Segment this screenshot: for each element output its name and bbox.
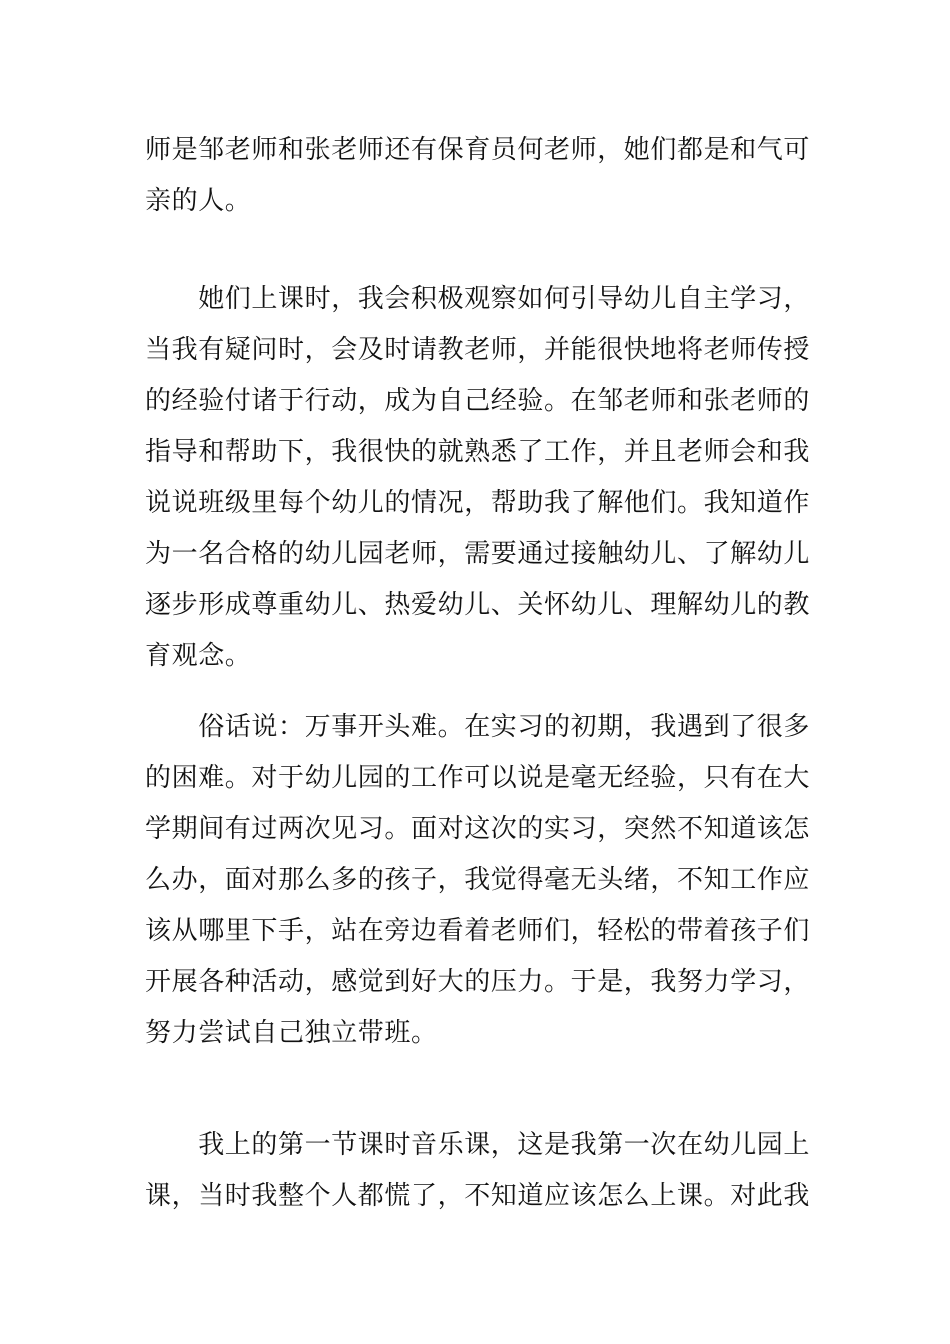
text-line: 的困难。对于幼儿园的工作可以说是毫无经验，只有在大 bbox=[145, 763, 811, 793]
text-line: 俗话说：万事开头难。在实习的初期，我遇到了很多 bbox=[145, 712, 811, 742]
text-line: 逐步形成尊重幼儿、热爱幼儿、关怀幼儿、理解幼儿的教 bbox=[145, 590, 811, 620]
paragraph-2 bbox=[145, 274, 810, 682]
paragraph-4 bbox=[145, 1120, 810, 1222]
paragraph-1 bbox=[145, 125, 810, 227]
text-line: 当我有疑问时，会及时请教老师，并能很快地将老师传授 bbox=[145, 335, 811, 365]
text-line: 努力尝试自己独立带班。 bbox=[145, 1018, 438, 1048]
text-line: 该从哪里下手，站在旁边看着老师们，轻松的带着孩子们 bbox=[145, 916, 811, 946]
text-line: 课，当时我整个人都慌了，不知道应该怎么上课。对此我 bbox=[145, 1181, 811, 1211]
text-line: 么办，面对那么多的孩子，我觉得毫无头绪，不知工作应 bbox=[145, 865, 811, 895]
text-line: 开展各种活动，感觉到好大的压力。于是，我努力学习， bbox=[145, 967, 811, 997]
text-line: 说说班级里每个幼儿的情况，帮助我了解他们。我知道作 bbox=[145, 488, 811, 518]
text-line: 育观念。 bbox=[145, 641, 252, 671]
text-line: 学期间有过两次见习。面对这次的实习，突然不知道该怎 bbox=[145, 814, 811, 844]
text-line: 的经验付诸于行动，成为自己经验。在邹老师和张老师的 bbox=[145, 386, 811, 416]
text-line: 亲的人。 bbox=[145, 186, 252, 216]
text-line: 我上的第一节课时音乐课，这是我第一次在幼儿园上 bbox=[145, 1130, 811, 1160]
text-line: 她们上课时，我会积极观察如何引导幼儿自主学习， bbox=[145, 284, 811, 314]
text-line: 师是邹老师和张老师还有保育员何老师，她们都是和气可 bbox=[145, 135, 811, 165]
text-line: 指导和帮助下，我很快的就熟悉了工作，并且老师会和我 bbox=[145, 437, 811, 467]
paragraph-3 bbox=[145, 702, 810, 1059]
text-line: 为一名合格的幼儿园老师，需要通过接触幼儿、了解幼儿 bbox=[145, 539, 811, 569]
